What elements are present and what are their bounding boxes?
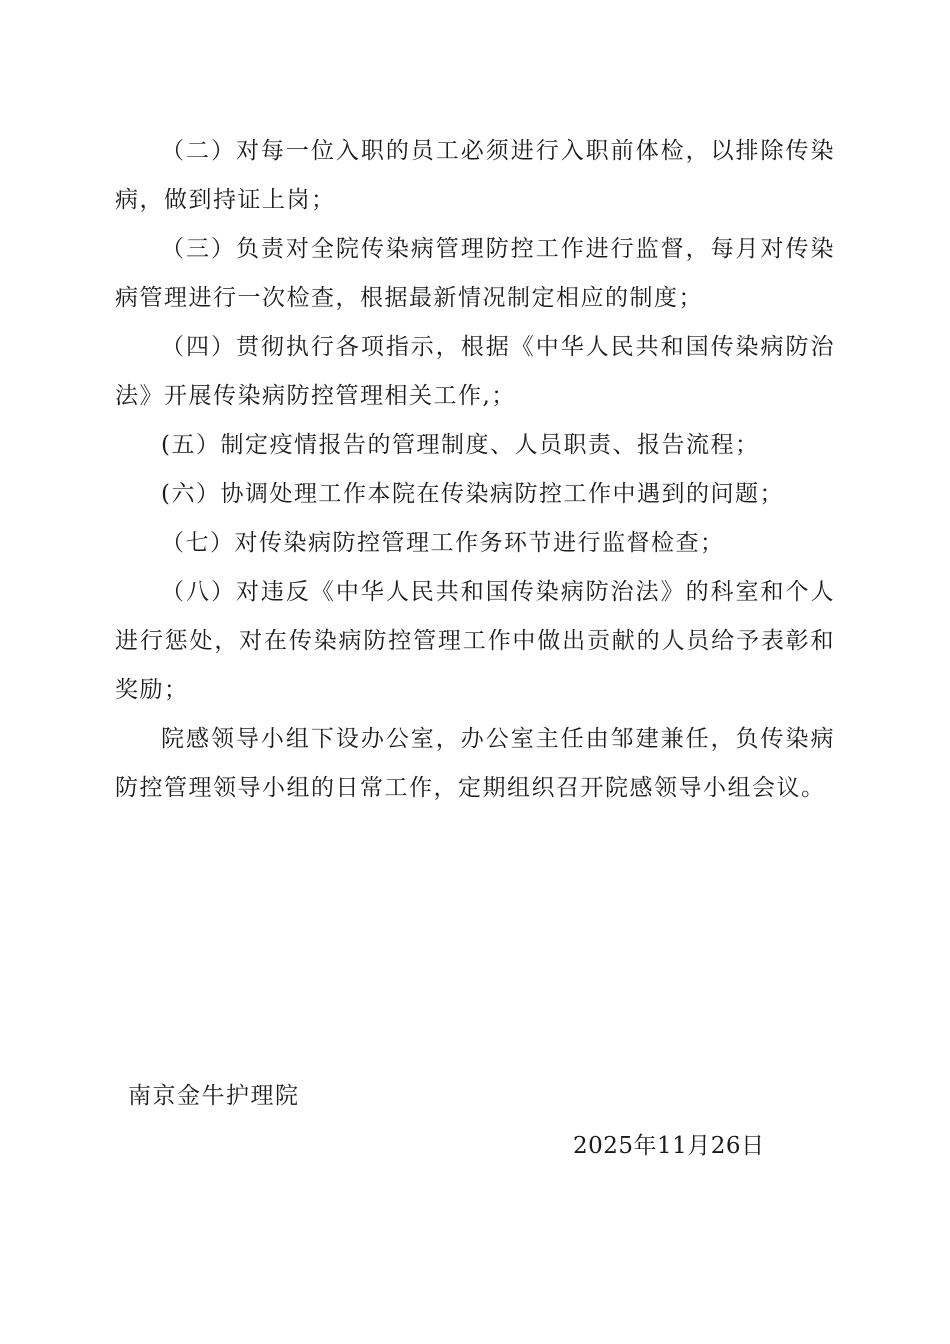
paragraph-8: （八）对违反《中华人民共和国传染病防治法》的科室和个人进行惩处，对在传染病防控管理工作中做出贡献的人员给予表彰和奖励； <box>115 579 835 703</box>
signature-organization: 南京金牛护理院 <box>128 1083 300 1109</box>
paragraph-5: (五）制定疫情报告的管理制度、人员职责、报告流程； <box>161 432 760 458</box>
paragraph-office: 院感领导小组下设办公室，办公室主任由邹建兼任，负传染病防控管理领导小组的日常工作，定期组织召开院感领导小组会议。 <box>115 726 835 801</box>
paragraph-7: （七）对传染病防控管理工作务环节进行监督检查； <box>161 530 725 556</box>
paragraph-4: （四）贯彻执行各项指示，根据《中华人民共和国传染病防治法》开展传染病防控管理相关工作,； <box>115 334 835 409</box>
paragraph-3: （三）负责对全院传染病管理防控工作进行监督，每月对传染病管理进行一次检查，根据最新情况制定相应的制度； <box>115 236 835 311</box>
signature-date: 2025年11月26日 <box>573 1133 765 1159</box>
paragraph-2: （二）对每一位入职的员工必须进行入职前体检，以排除传染病，做到持证上岗； <box>115 138 835 213</box>
paragraph-6: (六）协调处理工作本院在传染病防控工作中遇到的问题； <box>161 481 784 507</box>
document-body <box>115 127 835 813</box>
